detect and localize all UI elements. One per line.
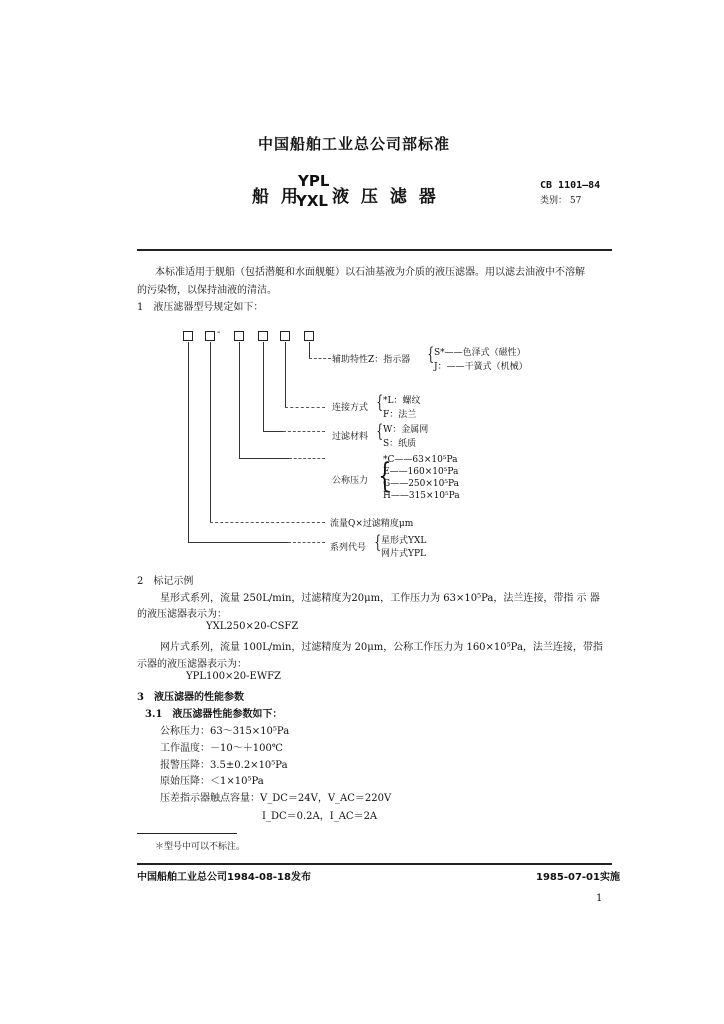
intro-line-2: 的污染物，以保持油液的清洁。 xyxy=(137,285,277,296)
pressure-option-h: H——315×10⁵Pa xyxy=(383,491,460,501)
aux-option-1: S*——色泽式（磁性） xyxy=(434,348,526,358)
param-nominal-pressure: 公称压力：63～315×10⁵Pa xyxy=(160,726,290,737)
aux-feature-label: 辅助特性Z：指示器 xyxy=(332,355,411,365)
example-1-line-1: 星形式系列，流量 250L/min，过滤精度为20μm，工作压力为 63×10⁵Pa，法兰连接，带指 示 器 xyxy=(160,593,600,604)
code-box-auxiliary xyxy=(304,331,314,341)
aux-option-2: J：——干簧式（机械） xyxy=(434,362,528,372)
footnote-rule xyxy=(137,833,237,834)
series-option-2: 网片式YPL xyxy=(381,549,426,559)
pressure-option-g: G——250×10⁵Pa xyxy=(383,479,459,489)
page-number: 1 xyxy=(596,893,603,904)
connection-option-1: *L：螺纹 xyxy=(383,396,421,406)
example-1-code: YXL250×20-CSFZ xyxy=(206,621,299,632)
code-box-material xyxy=(258,331,268,341)
code-box-flow xyxy=(205,331,215,341)
standard-category: 类别： 57 xyxy=(540,196,582,206)
param-contact-voltage: 压差指示器触点容量：V_DC＝24V，V_AC＝220V xyxy=(160,793,392,804)
header-rule xyxy=(137,249,612,251)
issue-date: 中国船舶工业总公司1984-08-18发布 xyxy=(137,872,311,883)
nominal-pressure-label: 公称压力 xyxy=(332,476,369,486)
param-alarm-pressure-drop: 报警压降：3.5±0.2×10⁵Pa xyxy=(160,760,288,771)
code-box-connection xyxy=(280,331,290,341)
filter-material-label: 过滤材料 xyxy=(332,432,369,442)
title-prefix: 船 用 xyxy=(252,187,301,207)
footer-rule xyxy=(137,863,612,865)
footnote: ＊型号中可以不标注。 xyxy=(155,842,246,852)
code-box-series xyxy=(183,331,193,341)
title-model-top: YPL xyxy=(298,172,330,190)
issuing-organization: 中国船舶工业总公司部标准 xyxy=(258,135,451,153)
section-3-heading: 3 液压滤器的性能参数 xyxy=(137,692,244,703)
series-option-1: 星形式YXL xyxy=(381,536,427,546)
example-1-line-2: 的液压滤器表示为： xyxy=(137,609,227,620)
section-2-heading: 2 标记示例 xyxy=(137,576,194,587)
param-contact-current: I_DC＝0.2A，I_AC＝2A xyxy=(262,811,378,822)
intro-line-1: 本标准适用于舰船（包括潜艇和水面舰艇）以石油基液为介质的液压滤器。用以滤去油液中不溶解 xyxy=(155,267,585,278)
code-hyphen: - xyxy=(217,327,221,338)
example-2-line-2: 示器的液压滤器表示为： xyxy=(137,659,247,670)
param-initial-pressure-drop: 原始压降：＜1×10⁵Pa xyxy=(160,776,264,787)
material-option-1: W：金属网 xyxy=(383,425,429,435)
connection-option-2: F：法兰 xyxy=(383,410,417,420)
section-1-heading: 1 液压滤器型号规定如下： xyxy=(137,302,264,313)
connection-label: 连接方式 xyxy=(332,403,369,413)
pressure-option-e: E——160×10⁵Pa xyxy=(383,467,459,477)
param-working-temperature: 工作温度：－10～＋100℃ xyxy=(160,743,283,754)
standard-code: CB 1101—84 xyxy=(540,180,601,191)
example-2-line-1: 网片式系列，流量 100L/min，过滤精度为 20μm，公称工作压力为 160×10⁵Pa，法兰连接，带指 xyxy=(160,642,603,653)
series-code-label: 系列代号 xyxy=(330,543,367,553)
pressure-option-c: *C——63×10⁵Pa xyxy=(383,455,458,465)
code-box-pressure xyxy=(234,331,244,341)
title-model-bottom: YXL xyxy=(296,192,328,210)
flow-accuracy-label: 流量Q×过滤精度μm xyxy=(330,519,414,529)
section-3-1-heading: 3.1 液压滤器性能参数如下： xyxy=(145,709,283,720)
material-option-2: S：纸质 xyxy=(383,439,417,449)
title-suffix: 液 压 滤 器 xyxy=(332,187,439,207)
effective-date: 1985-07-01实施 xyxy=(536,872,620,883)
example-2-code: YPL100×20-EWFZ xyxy=(186,671,282,682)
